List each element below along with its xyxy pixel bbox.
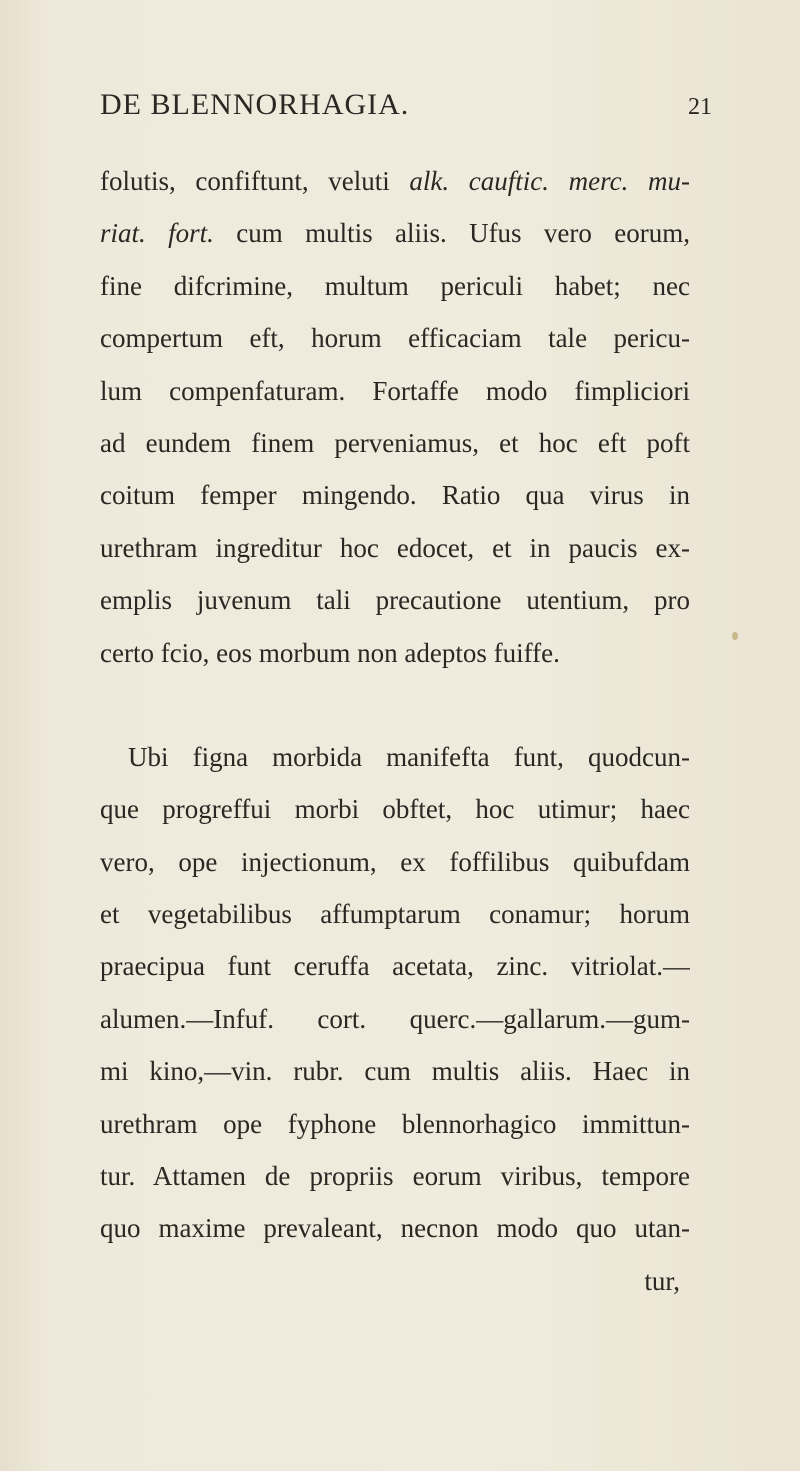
text-segment: alk. <box>409 166 450 196</box>
text-segment: fine difcrimine, multum periculi habet; nec <box>100 270 690 301</box>
text-segment: compertum eft, horum efficaciam tale pericu- <box>100 323 690 354</box>
text-segment: Ubi figna morbida manifefta funt, quodcun- <box>128 741 690 772</box>
text-line <box>100 888 690 940</box>
text-segment: cum multis aliis. Ufus vero eorum, <box>213 218 690 249</box>
text-segment: folutis, confiftunt, veluti <box>100 166 410 196</box>
catchword: tur, <box>644 1265 680 1296</box>
text-line <box>100 365 690 417</box>
text-segment: urethram ope fyphone blennorhagico immittun- <box>100 1108 690 1139</box>
text-segment: vero, ope injectionum, ex foffilibus quibufdam <box>100 846 690 877</box>
text-line <box>100 1202 690 1254</box>
text-line <box>100 940 690 992</box>
text-line <box>100 260 690 312</box>
text-line <box>100 574 690 626</box>
text-line <box>100 155 690 207</box>
text-line <box>100 1045 690 1097</box>
running-head: DE BLENNORHAGIA. <box>100 88 410 121</box>
text-segment: ad eundem finem perveniamus, et hoc eft poft <box>100 427 690 458</box>
text-line <box>100 836 690 888</box>
text-line <box>100 1098 690 1150</box>
text-line <box>100 627 690 679</box>
text-segment: praecipua funt ceruffa acetata, zinc. vitriolat.— <box>100 951 690 982</box>
text-line <box>100 1150 690 1202</box>
text-segment: tur. Attamen de propriis eorum viribus, tempore <box>100 1161 690 1192</box>
text-segment: et vegetabilibus affumptarum conamur; horum <box>100 899 690 930</box>
text-line <box>100 522 690 574</box>
text-segment: emplis juvenum tali precautione utentium, pro <box>100 585 690 616</box>
text-line <box>100 469 690 521</box>
text-line <box>100 417 690 469</box>
page-number: 21 <box>688 94 712 120</box>
paper-speck <box>732 632 738 640</box>
text-segment: cauftic. merc. mu- <box>468 166 690 196</box>
text-line <box>100 783 690 835</box>
text-segment: alumen.—Infuf. cort. querc.—gallarum.—gum- <box>100 1003 690 1034</box>
text-segment: mi kino,—vin. rubr. cum multis aliis. Haec in <box>100 1056 690 1087</box>
text-segment: que progreffui morbi obftet, hoc utimur; haec <box>100 794 690 825</box>
page-header <box>100 88 712 128</box>
text-line <box>100 731 690 783</box>
text-segment: certo fcio, eos morbum non adeptos fuiffe. <box>100 637 560 668</box>
text-line <box>100 993 690 1045</box>
text-line <box>100 312 690 364</box>
text-segment: coitum femper mingendo. Ratio qua virus in <box>100 480 690 511</box>
text-line <box>100 207 690 259</box>
text-segment <box>449 166 469 196</box>
text-segment: lum compenfaturam. Fortaffe modo fimpliciori <box>100 375 690 406</box>
text-segment: quo maxime prevaleant, necnon modo quo utan- <box>100 1213 690 1244</box>
text-segment: urethram ingreditur hoc edocet, et in paucis ex- <box>100 532 690 563</box>
body-text <box>100 155 690 1307</box>
text-segment: riat. fort. <box>100 218 214 249</box>
